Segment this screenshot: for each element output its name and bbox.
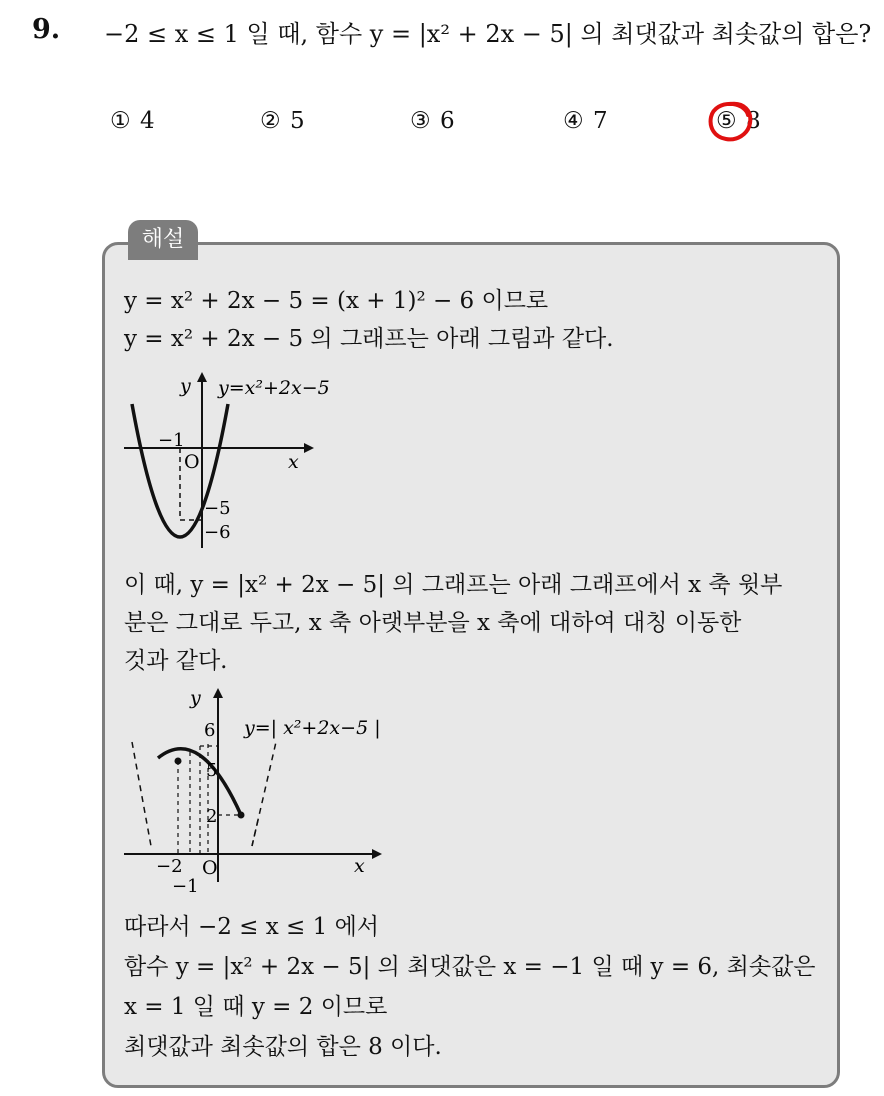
solution-line: 최댓값과 최솟값의 합은 8 이다. xyxy=(124,1034,442,1060)
question-text: −2 ≤ x ≤ 1 일 때, 함수 y = |x² + 2x − 5| 의 최댓값과 최솟값의 합은? xyxy=(104,20,872,48)
tick-label-6: 6 xyxy=(204,720,216,741)
choice-value: 4 xyxy=(140,108,155,134)
absolute-value-graph xyxy=(118,686,408,896)
tick-label-2: 2 xyxy=(206,806,218,827)
choice-value: 5 xyxy=(290,108,305,134)
choice-value: 6 xyxy=(440,108,455,134)
solution-line: y = x² + 2x − 5 = (x + 1)² − 6 이므로 xyxy=(124,288,549,314)
choice-2[interactable] xyxy=(260,108,305,134)
parabola-graph xyxy=(118,368,348,558)
solution-tag: 해설 xyxy=(128,220,198,260)
choice-number: ① xyxy=(110,108,131,134)
choice-number: ④ xyxy=(563,108,584,134)
y-axis-label: y xyxy=(190,687,201,709)
y-axis-label: y xyxy=(180,375,191,397)
tick-label-neg6: −6 xyxy=(204,522,231,543)
choice-number: ③ xyxy=(410,108,431,134)
solution-line: 것과 같다. xyxy=(124,648,228,674)
choice-value: 8 xyxy=(746,108,761,134)
x-axis-label: x xyxy=(354,855,365,877)
choice-value: 7 xyxy=(593,108,608,134)
solution-line: 함수 y = |x² + 2x − 5| 의 최댓값은 x = −1 일 때 y = 6, 최솟값은 xyxy=(124,954,816,980)
choice-number: ⑤ xyxy=(716,108,737,134)
solution-line: 분은 그대로 두고, x 축 아랫부분을 x 축에 대하여 대칭 이동한 xyxy=(124,610,742,636)
tick-label-neg5: −5 xyxy=(204,498,231,519)
tick-label-neg1: −1 xyxy=(158,430,185,451)
tick-label-neg2: −2 xyxy=(156,856,183,877)
tick-label-neg1: −1 xyxy=(172,876,199,896)
solution-line: 이 때, y = |x² + 2x − 5| 의 그래프는 아래 그래프에서 x 축 윗부 xyxy=(124,572,783,598)
origin-label: O xyxy=(184,451,200,473)
curve-label: y=| x²+2x−5 | xyxy=(244,717,381,739)
choice-1[interactable] xyxy=(110,108,155,134)
question-number: 9. xyxy=(32,14,61,45)
choice-3[interactable] xyxy=(410,108,455,134)
solution-line: x = 1 일 때 y = 2 이므로 xyxy=(124,994,388,1020)
choice-number: ② xyxy=(260,108,281,134)
curve-label: y=x²+2x−5 xyxy=(218,377,330,399)
choice-4[interactable] xyxy=(563,108,608,134)
tick-label-5: 5 xyxy=(206,760,218,781)
solution-line: y = x² + 2x − 5 의 그래프는 아래 그림과 같다. xyxy=(124,326,614,352)
x-axis-label: x xyxy=(288,451,299,473)
solution-line: 따라서 −2 ≤ x ≤ 1 에서 xyxy=(124,914,380,940)
selected-answer-circle-mark xyxy=(706,99,754,143)
origin-label: O xyxy=(202,857,218,879)
